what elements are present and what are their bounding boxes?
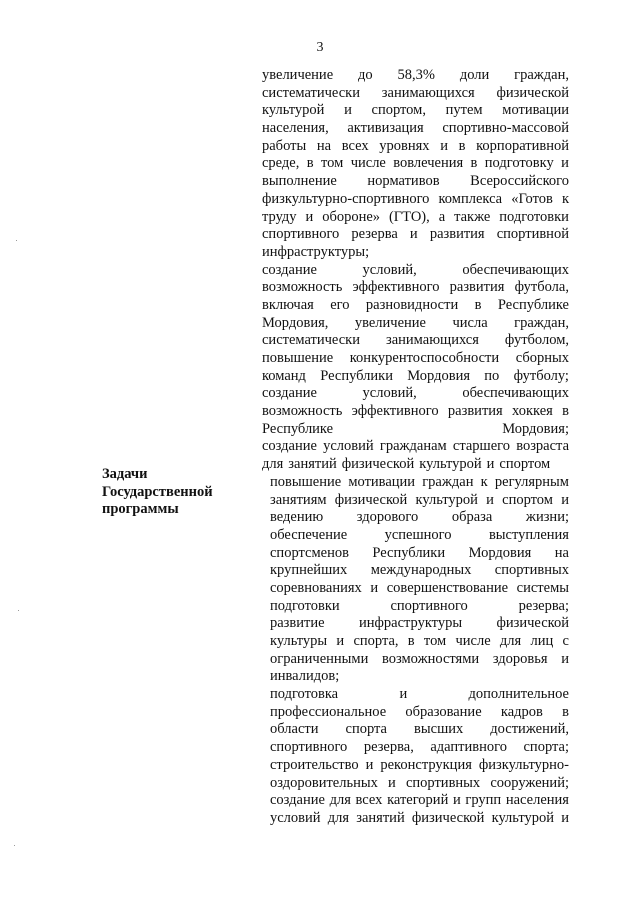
word: активизация bbox=[347, 120, 424, 137]
word: подготовки bbox=[270, 597, 340, 614]
word: труду bbox=[262, 208, 297, 225]
word: числе bbox=[455, 633, 491, 649]
text-line bbox=[262, 368, 569, 386]
text-line bbox=[270, 757, 569, 775]
word: футбола, bbox=[514, 279, 569, 296]
word: здорового bbox=[356, 509, 419, 526]
text-line bbox=[270, 686, 569, 704]
text-line bbox=[262, 102, 569, 120]
word: условий, bbox=[362, 385, 417, 402]
word: физкультурно-спортивного bbox=[262, 190, 430, 207]
text-line bbox=[270, 545, 569, 563]
section-label-line: Государственной bbox=[102, 483, 213, 500]
word: спортивного bbox=[390, 597, 468, 614]
text-line bbox=[262, 120, 569, 138]
word: и bbox=[561, 491, 569, 508]
word: области bbox=[270, 721, 319, 738]
section-label-tasks bbox=[102, 466, 252, 519]
word: обеспечивающих bbox=[462, 261, 569, 278]
text-line bbox=[262, 155, 569, 173]
word: регулярным bbox=[494, 473, 569, 490]
word: успешного bbox=[384, 526, 452, 543]
text-line bbox=[270, 615, 569, 633]
word: выполнение bbox=[262, 173, 337, 190]
text-line bbox=[262, 332, 569, 350]
word: 58,3% bbox=[397, 67, 435, 83]
word: культурой bbox=[419, 456, 482, 473]
word: занятий bbox=[288, 456, 337, 473]
word: включая bbox=[262, 296, 314, 313]
section-label-line: программы bbox=[102, 501, 179, 518]
word: повышение bbox=[262, 350, 334, 366]
word: том bbox=[423, 633, 447, 649]
word: возможность bbox=[262, 279, 343, 296]
word: спортивных bbox=[405, 774, 481, 791]
word: сборных bbox=[515, 350, 569, 366]
word: и bbox=[399, 686, 408, 703]
text-line bbox=[262, 226, 569, 244]
word: кадров bbox=[500, 703, 543, 720]
word: повышение bbox=[270, 473, 342, 490]
word: в bbox=[562, 403, 569, 420]
word: резерва bbox=[351, 226, 398, 243]
word: лиц bbox=[530, 633, 554, 649]
word: и bbox=[305, 208, 314, 225]
word: возможность bbox=[262, 403, 343, 420]
word: резерва, bbox=[363, 739, 414, 756]
word: всех bbox=[341, 137, 369, 154]
text-line bbox=[270, 810, 569, 828]
word: спортом bbox=[499, 456, 551, 473]
word: увеличение bbox=[354, 314, 426, 331]
word: образование bbox=[405, 703, 482, 720]
text-line bbox=[270, 633, 569, 651]
word: и bbox=[486, 456, 495, 473]
word: и bbox=[486, 491, 494, 508]
text-line bbox=[270, 651, 569, 669]
word: населения, bbox=[262, 120, 329, 137]
word: культуры bbox=[270, 633, 328, 649]
word: Республики bbox=[372, 544, 446, 561]
word: соревнованиях bbox=[270, 579, 362, 596]
word: занятий bbox=[356, 809, 405, 826]
word: спортивно-массовой bbox=[442, 120, 569, 137]
word: реконструкция bbox=[380, 756, 472, 773]
word: и bbox=[452, 792, 461, 809]
word: для bbox=[327, 809, 350, 826]
text-line bbox=[270, 492, 569, 510]
text-line bbox=[262, 350, 569, 368]
word: спортсменов bbox=[270, 544, 349, 561]
word: мотивации bbox=[348, 473, 416, 490]
word: и bbox=[336, 633, 345, 649]
word: Республики bbox=[320, 367, 393, 384]
text-line bbox=[270, 474, 569, 492]
word: выступления bbox=[488, 526, 569, 543]
text-line bbox=[262, 456, 569, 474]
text-line bbox=[262, 403, 569, 421]
word: хоккея bbox=[512, 403, 553, 420]
text-line bbox=[262, 315, 569, 333]
word: физической bbox=[496, 615, 569, 632]
word: достижений, bbox=[490, 721, 569, 738]
word: крупнейших bbox=[270, 562, 348, 579]
scan-artifact bbox=[18, 610, 19, 611]
word: спортивной bbox=[496, 226, 569, 243]
text-line bbox=[270, 580, 569, 598]
word: создание bbox=[262, 438, 317, 455]
word: в bbox=[474, 296, 482, 313]
text-line bbox=[262, 191, 569, 209]
word: и bbox=[344, 102, 352, 119]
word: спорта, bbox=[353, 633, 399, 649]
word: вовлечения bbox=[393, 155, 464, 172]
word: жизни; bbox=[525, 509, 569, 526]
word: и bbox=[561, 650, 569, 667]
word: в bbox=[562, 703, 569, 720]
word: сооружений; bbox=[490, 774, 569, 791]
word: Республике bbox=[497, 296, 569, 313]
text-line bbox=[262, 421, 569, 439]
text-line bbox=[270, 775, 569, 793]
word: Мордовия, bbox=[262, 314, 329, 331]
word: системы bbox=[516, 579, 569, 596]
text-line bbox=[270, 721, 569, 739]
word: резерва; bbox=[518, 597, 569, 614]
word: физической bbox=[334, 491, 408, 508]
word: создание bbox=[270, 792, 325, 809]
word: и bbox=[561, 809, 569, 826]
word: спортом, bbox=[371, 102, 426, 119]
word: систематически bbox=[262, 332, 360, 349]
word: гражданам bbox=[379, 438, 447, 455]
word: для bbox=[262, 456, 284, 473]
word: в bbox=[306, 155, 314, 172]
text-line bbox=[270, 509, 569, 527]
word: и bbox=[370, 579, 379, 596]
word: совершенствование bbox=[386, 579, 509, 596]
text-line bbox=[270, 527, 569, 545]
word: занятиям bbox=[270, 491, 327, 508]
text-line bbox=[270, 739, 569, 757]
word: увеличение bbox=[262, 67, 334, 83]
word: для bbox=[499, 633, 522, 649]
word: физической bbox=[496, 84, 569, 101]
word: занимающихся bbox=[381, 84, 475, 101]
word: развития bbox=[449, 279, 505, 296]
word: футболом, bbox=[504, 332, 569, 349]
word: в bbox=[470, 155, 478, 172]
word: конкурентоспособности bbox=[349, 350, 500, 366]
word: Республике bbox=[262, 420, 334, 437]
text-line bbox=[262, 173, 569, 191]
word: эффективного bbox=[352, 279, 440, 296]
word: дополнительное bbox=[468, 686, 569, 703]
word: обороне» bbox=[322, 208, 381, 225]
word: спортивного bbox=[262, 226, 340, 243]
word: команд bbox=[262, 367, 306, 384]
word: и bbox=[365, 756, 374, 773]
word: его bbox=[330, 296, 350, 313]
word: уровнях bbox=[379, 137, 430, 154]
scan-artifact bbox=[16, 240, 17, 241]
word: культурой bbox=[415, 491, 478, 508]
word: инфраструктуры bbox=[358, 615, 463, 632]
text-line bbox=[262, 138, 569, 156]
word: физической bbox=[411, 809, 485, 826]
word: с bbox=[562, 633, 569, 649]
word: граждан, bbox=[514, 314, 569, 331]
word: ведению bbox=[270, 509, 324, 526]
word: корпоративной bbox=[476, 137, 569, 154]
word: физической bbox=[341, 456, 415, 473]
word: Мордовия; bbox=[502, 420, 569, 437]
word: граждан, bbox=[514, 67, 569, 83]
word: обеспечение bbox=[270, 526, 348, 543]
word: развитие bbox=[270, 615, 325, 632]
text-line bbox=[262, 85, 569, 103]
word: нормативов bbox=[367, 173, 440, 190]
word: комплекса bbox=[438, 190, 503, 207]
word: профессиональное bbox=[270, 703, 387, 720]
word: занимающихся bbox=[386, 332, 479, 349]
word: числе bbox=[350, 155, 386, 172]
word: ограниченными bbox=[270, 650, 369, 667]
word: развития bbox=[429, 226, 485, 243]
word: инвалидов; bbox=[270, 668, 340, 685]
word: в bbox=[458, 137, 466, 154]
word: на bbox=[316, 137, 332, 154]
word: культурой bbox=[491, 809, 555, 826]
word: культурой bbox=[262, 102, 325, 119]
text-line bbox=[262, 279, 569, 297]
scan-artifact bbox=[14, 845, 15, 846]
word: «Готов bbox=[511, 190, 553, 207]
word: подготовки bbox=[499, 208, 569, 225]
word: и bbox=[388, 774, 396, 791]
text-line bbox=[262, 297, 569, 315]
word: к bbox=[561, 190, 569, 207]
goals-text-block bbox=[262, 67, 569, 474]
word: спортивного bbox=[270, 739, 348, 756]
word: до bbox=[358, 67, 373, 83]
word: условий bbox=[270, 809, 321, 826]
word: (ГТО), bbox=[388, 208, 430, 225]
text-line bbox=[262, 385, 569, 403]
text-line bbox=[270, 668, 569, 686]
goals-and-tasks-text bbox=[262, 67, 569, 828]
word: и bbox=[409, 226, 418, 243]
word: обеспечивающих bbox=[462, 385, 569, 402]
word: спорта bbox=[345, 721, 387, 738]
word: всех bbox=[355, 792, 383, 809]
word: работы bbox=[262, 137, 307, 154]
word: Мордовия bbox=[407, 367, 470, 384]
word: для bbox=[329, 792, 351, 809]
text-line bbox=[270, 792, 569, 810]
tasks-text-block bbox=[270, 474, 569, 828]
word: возраста bbox=[516, 438, 569, 455]
word: доли bbox=[459, 67, 490, 83]
word: эффективного bbox=[351, 403, 439, 420]
word: разновидности bbox=[365, 296, 459, 313]
word: групп bbox=[465, 792, 502, 809]
word: и bbox=[440, 137, 448, 154]
word: мотивации bbox=[502, 102, 569, 119]
word: также bbox=[454, 208, 491, 225]
word: путем bbox=[445, 102, 483, 119]
text-line bbox=[262, 209, 569, 227]
word: спорта; bbox=[523, 739, 569, 756]
word: возможностями bbox=[381, 650, 480, 667]
word: условий, bbox=[362, 261, 417, 278]
word: адаптивного bbox=[430, 739, 507, 756]
word: том bbox=[321, 155, 344, 172]
word: и bbox=[561, 155, 569, 172]
word: образа bbox=[451, 509, 493, 526]
word: числа bbox=[452, 314, 488, 331]
word: футболу; bbox=[513, 367, 569, 384]
word: на bbox=[554, 544, 569, 561]
word: граждан bbox=[422, 473, 474, 490]
word: строительство bbox=[270, 756, 359, 773]
word: здоровья bbox=[492, 650, 548, 667]
text-line bbox=[270, 704, 569, 722]
word: а bbox=[438, 208, 446, 225]
word: развития bbox=[447, 403, 503, 420]
word: создание bbox=[262, 261, 317, 278]
word: систематически bbox=[262, 84, 360, 101]
page-number: 3 bbox=[316, 40, 324, 55]
word: Мордовия bbox=[468, 544, 532, 561]
word: международных bbox=[370, 562, 472, 579]
word: условий bbox=[323, 438, 374, 455]
text-line bbox=[262, 67, 569, 85]
section-label-line: Задачи bbox=[102, 466, 148, 482]
word: физкультурно- bbox=[478, 756, 569, 773]
word: по bbox=[484, 367, 500, 384]
word: высших bbox=[414, 721, 464, 738]
word: в bbox=[407, 633, 415, 649]
word: подготовку bbox=[484, 155, 554, 172]
word: среде, bbox=[262, 155, 300, 172]
text-line bbox=[262, 262, 569, 280]
word: инфраструктуры; bbox=[262, 243, 370, 260]
word: создание bbox=[262, 385, 317, 402]
text-line bbox=[262, 244, 569, 262]
word: категорий bbox=[387, 792, 449, 809]
word: спортивных bbox=[494, 562, 569, 579]
word: старшего bbox=[452, 438, 510, 455]
word: населения bbox=[505, 792, 569, 809]
text-line bbox=[270, 562, 569, 580]
word: Всероссийского bbox=[470, 173, 569, 190]
text-line bbox=[270, 598, 569, 616]
word: к bbox=[480, 473, 488, 490]
word: спортом bbox=[502, 491, 553, 508]
word: оздоровительных bbox=[270, 774, 378, 791]
text-line bbox=[262, 438, 569, 456]
word: подготовка bbox=[270, 686, 339, 703]
